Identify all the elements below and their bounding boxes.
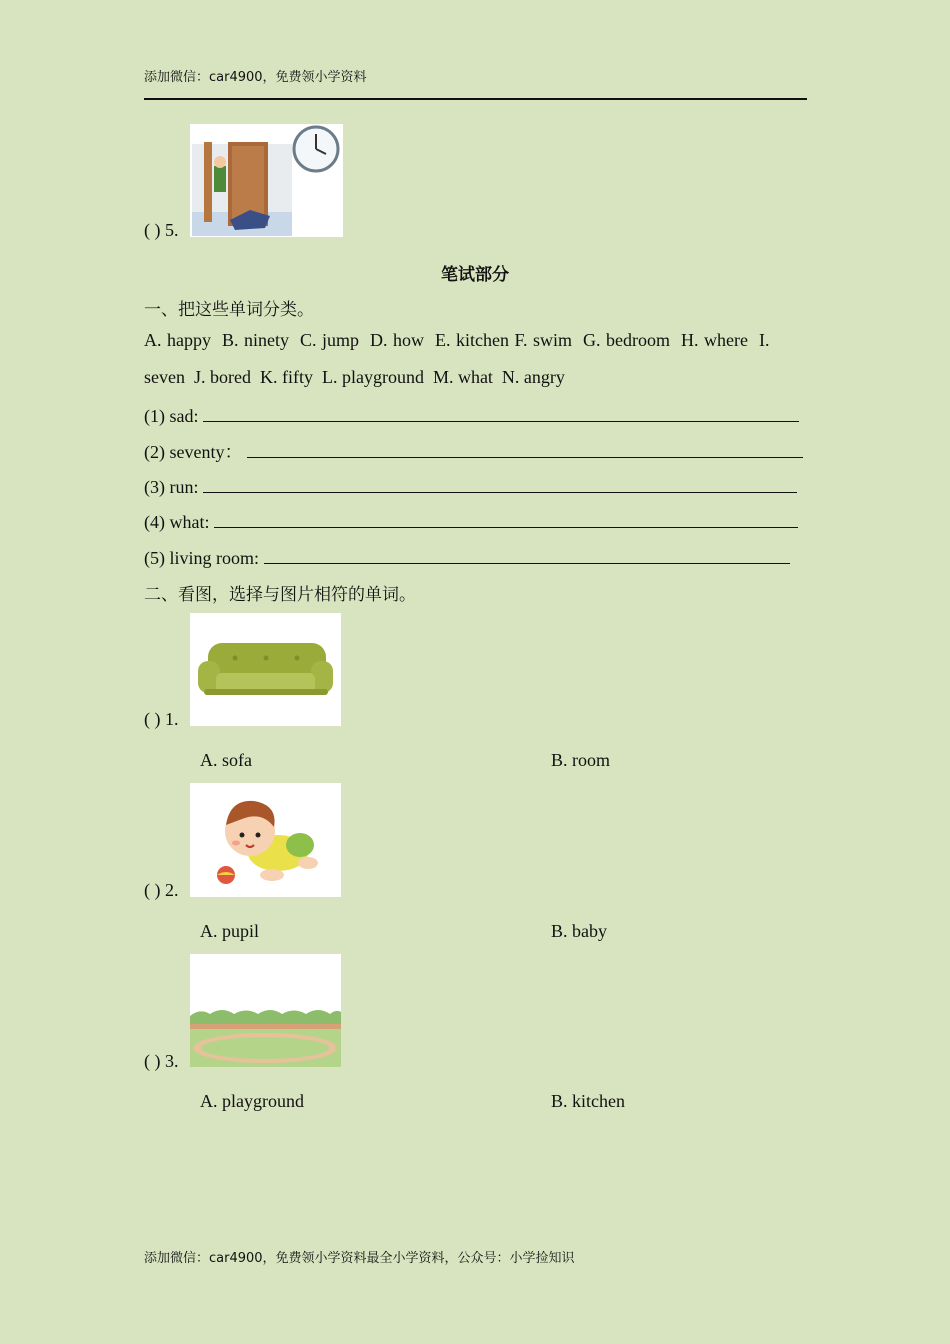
sort-item-label: (3) run: [144, 477, 199, 497]
late-for-class-clock-picture [190, 124, 343, 237]
playground-picture [190, 954, 341, 1067]
word-bank-line-1: A. happy B. ninety C. jump D. how E. kitchen F. swim G. bedroom H. where I. [144, 330, 770, 350]
question-1-label: ( ) 1. [144, 709, 179, 729]
answer-blank[interactable] [203, 474, 797, 493]
question-3-label: ( ) 3. [144, 1051, 179, 1071]
answer-blank[interactable] [203, 403, 799, 422]
footer-text: 添加微信：car4900，免费领小学资料最全小学资料，公众号：小学捡知识 [144, 1251, 575, 1266]
q3-option-b[interactable]: B. kitchen [551, 1091, 625, 1111]
q2-option-b[interactable]: B. baby [551, 921, 607, 941]
part2-heading: 二、看图，选择与图片相符的单词。 [144, 585, 416, 605]
q3-option-a[interactable]: A. playground [200, 1091, 304, 1111]
question-2-label: ( ) 2. [144, 880, 179, 900]
answer-blank[interactable] [264, 545, 790, 564]
baby-picture [190, 783, 341, 897]
sort-item-label: (4) what: [144, 512, 210, 532]
header-text: 添加微信：car4900，免费领小学资料 [144, 70, 367, 85]
sort-item-2 [144, 438, 803, 464]
q2-option-a[interactable]: A. pupil [200, 921, 260, 941]
sort-item-label: (5) living room: [144, 548, 259, 568]
sort-item-label: (1) sad: [144, 406, 199, 426]
answer-blank[interactable] [214, 509, 798, 528]
answer-blank[interactable] [247, 439, 803, 458]
sort-item-4 [144, 509, 798, 533]
header-divider [144, 98, 807, 100]
sort-item-label: (2) seventy： [144, 442, 243, 462]
sort-item-5 [144, 545, 790, 569]
question-5-label: ( ) 5. [144, 220, 179, 240]
word-bank-line-2: seven J. bored K. fifty L. playground M. what N. angry [144, 367, 565, 387]
sofa-picture [190, 613, 341, 726]
section-title: 笔试部分 [441, 265, 509, 285]
q1-option-a[interactable]: A. sofa [200, 750, 252, 770]
sort-item-3 [144, 474, 797, 498]
q1-option-b[interactable]: B. room [551, 750, 611, 770]
sort-item-1 [144, 403, 799, 427]
part1-heading: 一、把这些单词分类。 [144, 300, 314, 320]
